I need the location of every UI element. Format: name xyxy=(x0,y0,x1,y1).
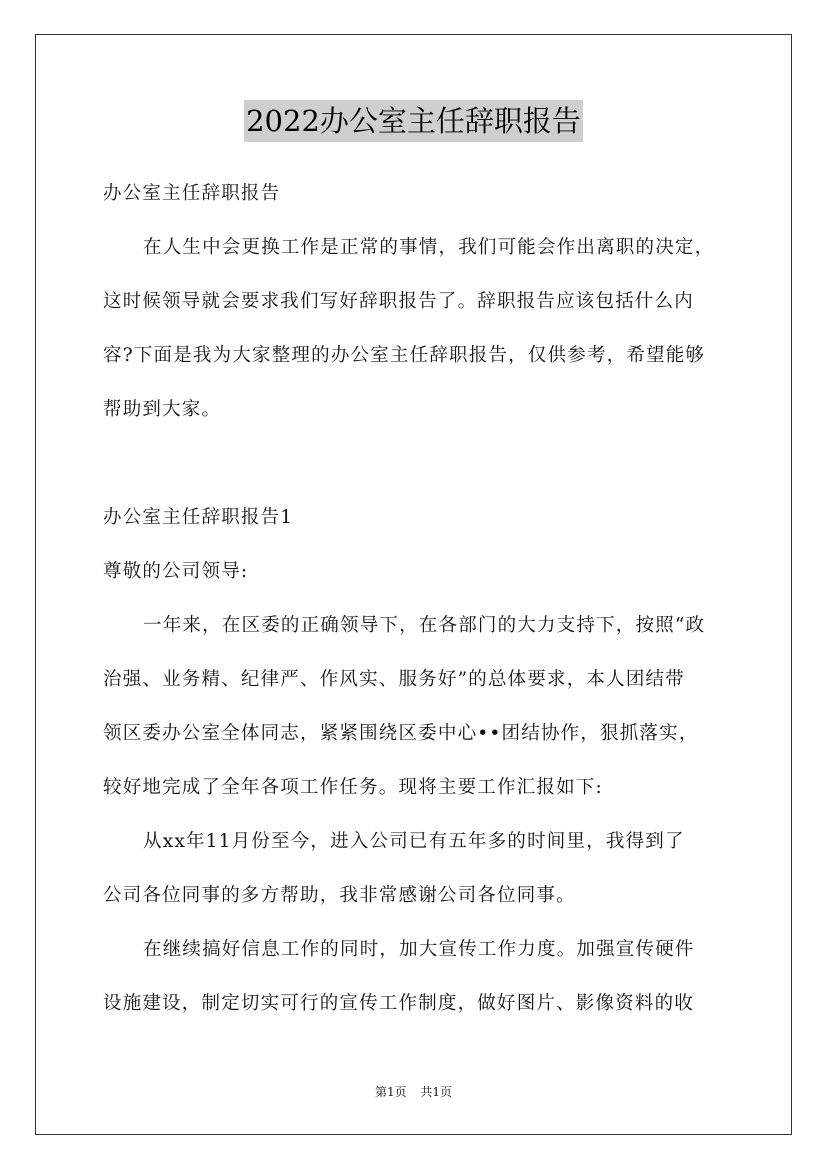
paragraph-line: 领区委办公室全体同志，紧紧围绕区委中心••团结协作，狠抓落实， xyxy=(103,723,699,744)
paragraph-line: 在人生中会更换工作是正常的事情，我们可能会作出离职的决定， xyxy=(143,237,715,258)
paragraph-line: 设施建设，制定切实可行的宣传工作制度，做好图片、影像资料的收 xyxy=(103,993,695,1014)
document-body xyxy=(103,167,743,1031)
paragraph-line: 这时候领导就会要求我们写好辞职报告了。辞职报告应该包括什么内 xyxy=(103,291,695,312)
paragraph-line: 帮助到大家。 xyxy=(103,399,222,420)
paragraph-line: 公司各位同事的多方帮助，我非常感谢公司各位同事。 xyxy=(103,885,576,906)
blank-line xyxy=(103,437,743,491)
page-number: 第1页 xyxy=(374,1085,407,1099)
paragraph-line: 容?下面是我为大家整理的办公室主任辞职报告，仅供参考，希望能够 xyxy=(103,345,706,366)
page-total: 共1页 xyxy=(420,1085,453,1099)
page-footer xyxy=(0,1083,827,1100)
paragraph-line: 较好地完成了全年各项工作任务。现将主要工作汇报如下: xyxy=(103,777,603,798)
section-heading: 办公室主任辞职报告1 xyxy=(103,507,294,528)
salutation-line: 尊敬的公司领导: xyxy=(103,561,249,582)
paragraph-line: 在继续搞好信息工作的同时，加大宣传工作力度。加强宣传硬件 xyxy=(143,939,695,960)
paragraph-line: 治强、业务精、纪律严、作风实、服务好”的总体要求，本人团结带 xyxy=(103,669,685,690)
paragraph-line: 一年来，在区委的正确领导下，在各部门的大力支持下，按照“政 xyxy=(143,615,706,636)
subtitle-line: 办公室主任辞职报告 xyxy=(103,183,281,204)
title-container xyxy=(0,100,827,142)
paragraph-line: 从xx年11月份至今，进入公司已有五年多的时间里，我得到了 xyxy=(143,831,685,852)
document-title: 2022办公室主任辞职报告 xyxy=(244,100,583,142)
